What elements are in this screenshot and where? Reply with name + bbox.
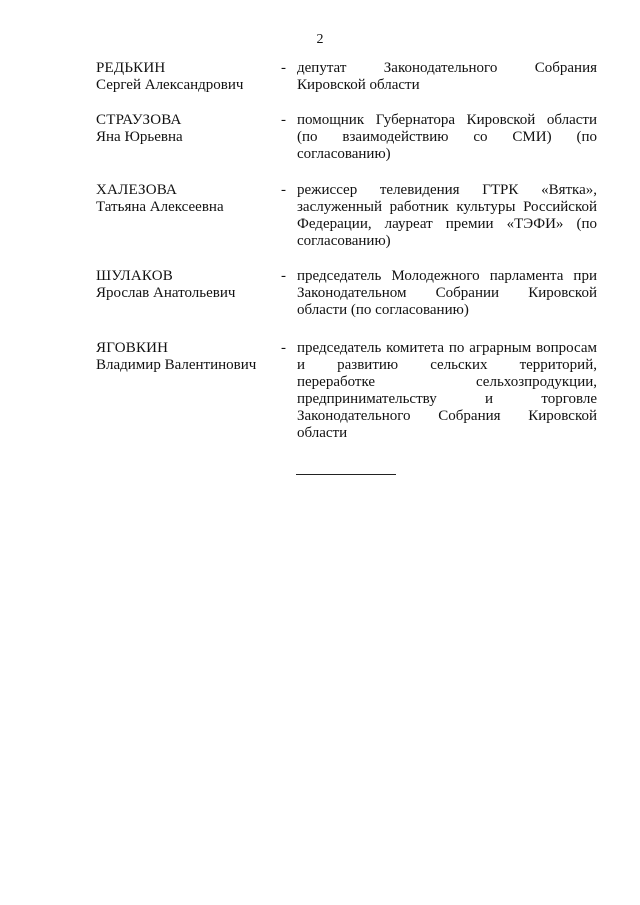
member-role [297,182,597,250]
role-line: заслуженный работник культуры Российской [297,199,597,215]
role-line: согласованию) [297,146,391,162]
member-surname: ЯГОВКИН [96,340,169,356]
dash-separator: - [281,60,286,76]
role-line: согласованию) [297,233,391,249]
member-role [297,340,597,442]
dash-separator: - [281,112,286,128]
role-line: предпринимательству и торговле [297,391,597,407]
member-name [96,60,271,94]
member-surname: ХАЛЕЗОВА [96,182,178,198]
role-line: Законодательном Собрании Кировской [297,285,597,301]
member-role [297,268,597,319]
role-line: и развитию сельских территорий, [297,357,597,373]
dash-separator: - [281,340,286,356]
role-line: Законодательного Собрания Кировской [297,408,597,424]
member-name [96,182,271,216]
role-line: помощник Губернатора Кировской области [297,112,597,128]
member-given-names: Сергей Александрович [96,77,244,93]
page-number: 2 [316,32,324,47]
member-surname: РЕДЬКИН [96,60,166,76]
member-role [297,60,597,94]
role-line: переработке сельхозпродукции, [297,374,597,390]
role-line: депутат Законодательного Собрания [297,60,597,76]
end-separator-line [296,474,396,475]
member-given-names: Яна Юрьевна [96,129,183,145]
role-line: Кировской области [297,77,420,93]
dash-separator: - [281,268,286,284]
role-line: председатель Молодежного парламента при [297,268,597,284]
member-surname: СТРАУЗОВА [96,112,182,128]
role-line: области [297,425,348,441]
role-line: (по взаимодействию со СМИ) (по [297,129,597,145]
role-line: режиссер телевидения ГТРК «Вятка», [297,182,597,198]
member-name [96,112,271,146]
member-role [297,112,597,163]
member-name [96,340,271,374]
member-given-names: Ярослав Анатольевич [96,285,236,301]
member-given-names: Владимир Валентинович [96,357,257,373]
member-given-names: Татьяна Алексеевна [96,199,224,215]
role-line: председатель комитета по аграрным вопросам [297,340,597,356]
role-line: области (по согласованию) [297,302,469,318]
dash-separator: - [281,182,286,198]
role-line: Федерации, лауреат премии «ТЭФИ» (по [297,216,597,232]
member-name [96,268,271,302]
member-surname: ШУЛАКОВ [96,268,173,284]
